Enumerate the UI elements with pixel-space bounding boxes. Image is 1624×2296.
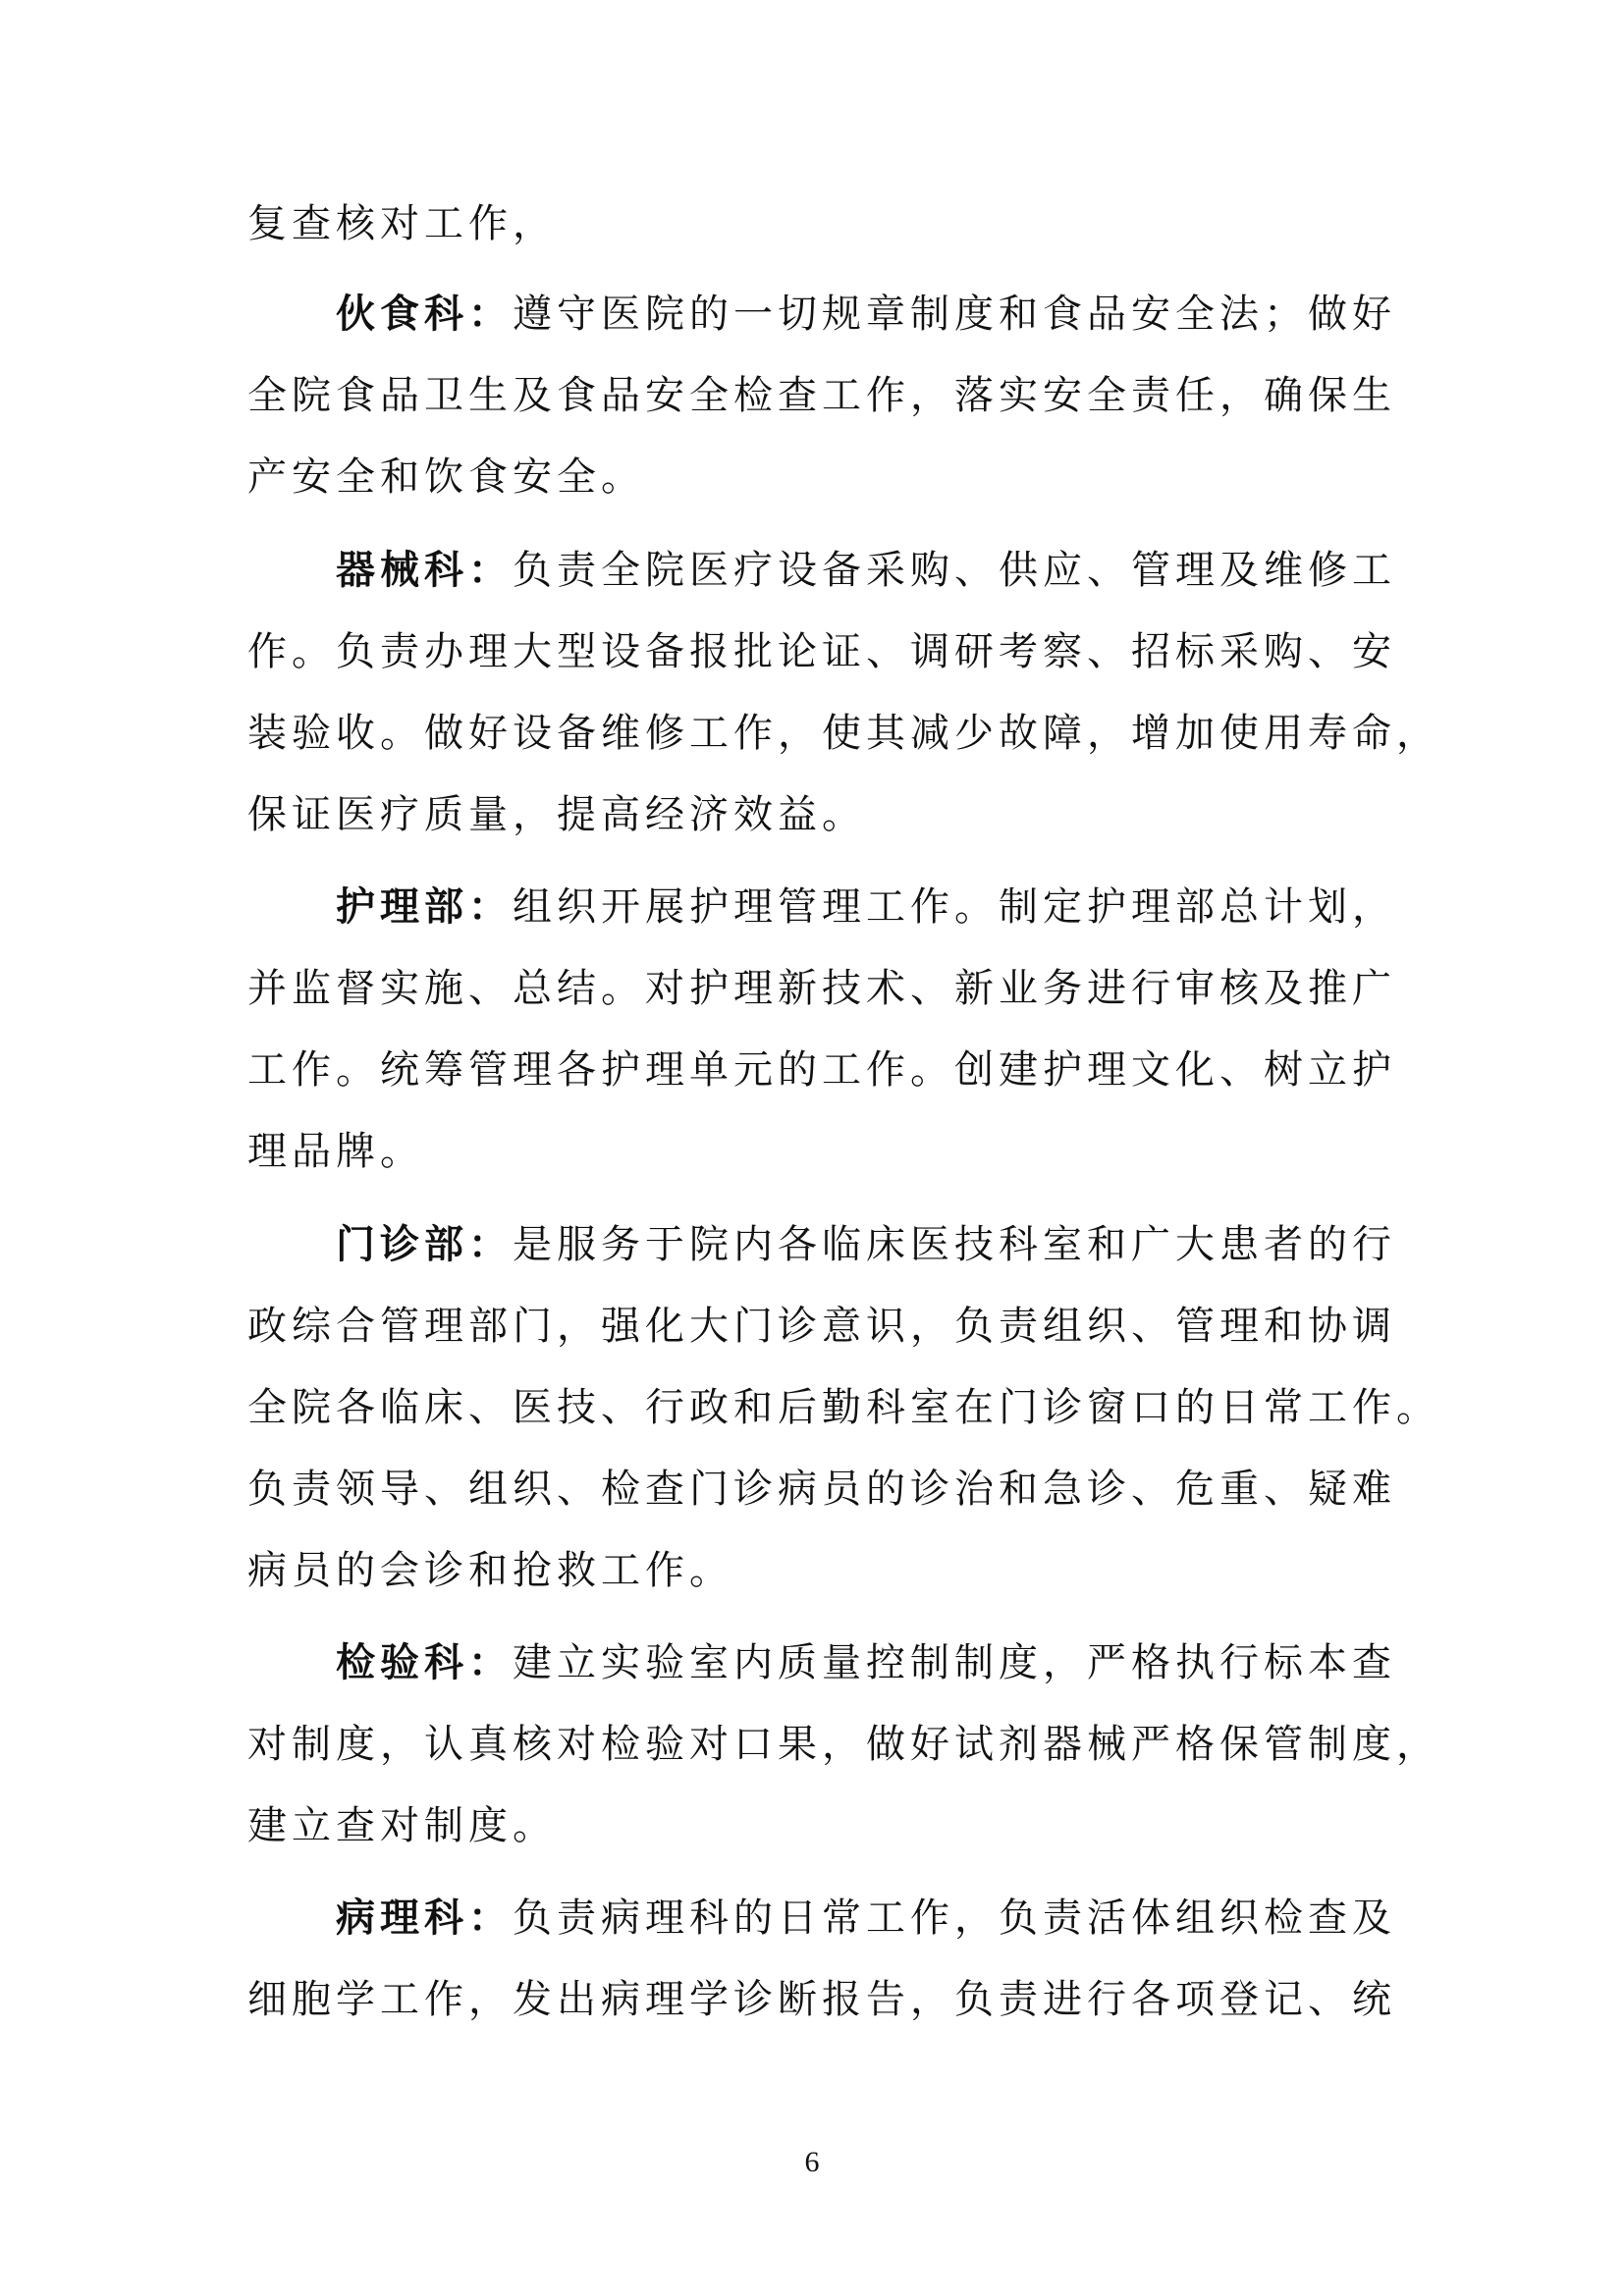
text-line — [247, 1722, 1440, 1767]
line-text: 理品牌。 — [247, 1129, 424, 1174]
line-text: 工作。统筹管理各护理单元的工作。创建护理文化、树立护 — [247, 1047, 1396, 1093]
line-text: 保证医疗质量，提高经济效益。 — [247, 792, 866, 837]
line-text: 复查核对工作， — [247, 201, 557, 246]
text-line — [247, 1467, 1396, 1512]
text-line — [247, 629, 1396, 674]
line-text: 负责全院医疗设备采购、供应、管理及维修工 — [513, 548, 1396, 593]
page-number: 6 — [804, 2146, 820, 2178]
text-line — [247, 1385, 1440, 1430]
line-text: 细胞学工作，发出病理学诊断报告，负责进行各项登记、统 — [247, 1977, 1396, 2022]
department-heading: 伙食科： — [336, 291, 513, 337]
line-text: 负责病理科的日常工作，负责活体组织检查及 — [513, 1896, 1396, 1941]
paragraph-start-line — [336, 291, 1396, 337]
text-line — [247, 373, 1396, 418]
paragraph-start-line — [336, 547, 1396, 593]
department-heading: 检验科： — [336, 1639, 513, 1685]
paragraph-start-line — [336, 1639, 1396, 1685]
line-text: 遵守医院的一切规章制度和食品安全法；做好 — [513, 292, 1396, 337]
line-text: 负责领导、组织、检查门诊病员的诊治和急诊、危重、疑难 — [247, 1467, 1396, 1512]
line-text: 并监督实施、总结。对护理新技术、新业务进行审核及推广 — [247, 966, 1396, 1011]
text-line — [247, 966, 1396, 1011]
department-heading: 门诊部： — [336, 1221, 513, 1267]
line-text: 病员的会诊和抢救工作。 — [247, 1548, 733, 1593]
line-text: 装验收。做好设备维修工作，使其减少故障，增加使用寿命， — [247, 711, 1440, 756]
department-heading: 器械科： — [336, 547, 513, 593]
text-line — [247, 1977, 1396, 2022]
line-text: 建立查对制度。 — [247, 1803, 557, 1848]
line-text: 作。负责办理大型设备报批论证、调研考察、招标采购、安 — [247, 629, 1396, 674]
text-line — [247, 1803, 557, 1848]
text-line — [247, 1304, 1396, 1349]
line-text: 对制度，认真核对检验对口果，做好试剂器械严格保管制度， — [247, 1722, 1440, 1767]
department-heading: 护理部： — [336, 883, 513, 930]
text-line — [247, 1129, 424, 1174]
text-line — [247, 201, 557, 246]
text-line — [247, 1548, 733, 1593]
text-line — [247, 454, 645, 500]
line-text: 全院各临床、医技、行政和后勤科室在门诊窗口的日常工作。 — [247, 1385, 1440, 1430]
paragraph-start-line — [336, 883, 1396, 930]
paragraph-start-line — [336, 1895, 1396, 1941]
line-text: 组织开展护理管理工作。制定护理部总计划， — [513, 884, 1396, 930]
paragraph-start-line — [336, 1221, 1396, 1267]
line-text: 建立实验室内质量控制制度，严格执行标本查 — [513, 1640, 1396, 1685]
text-line — [247, 1047, 1396, 1093]
line-text: 产安全和饮食安全。 — [247, 454, 645, 500]
text-line — [247, 711, 1440, 756]
line-text: 全院食品卫生及食品安全检查工作，落实安全责任，确保生 — [247, 373, 1396, 418]
line-text: 是服务于院内各临床医技科室和广大患者的行 — [513, 1222, 1396, 1267]
text-line — [247, 792, 866, 837]
department-heading: 病理科： — [336, 1895, 513, 1941]
line-text: 政综合管理部门，强化大门诊意识，负责组织、管理和协调 — [247, 1304, 1396, 1349]
